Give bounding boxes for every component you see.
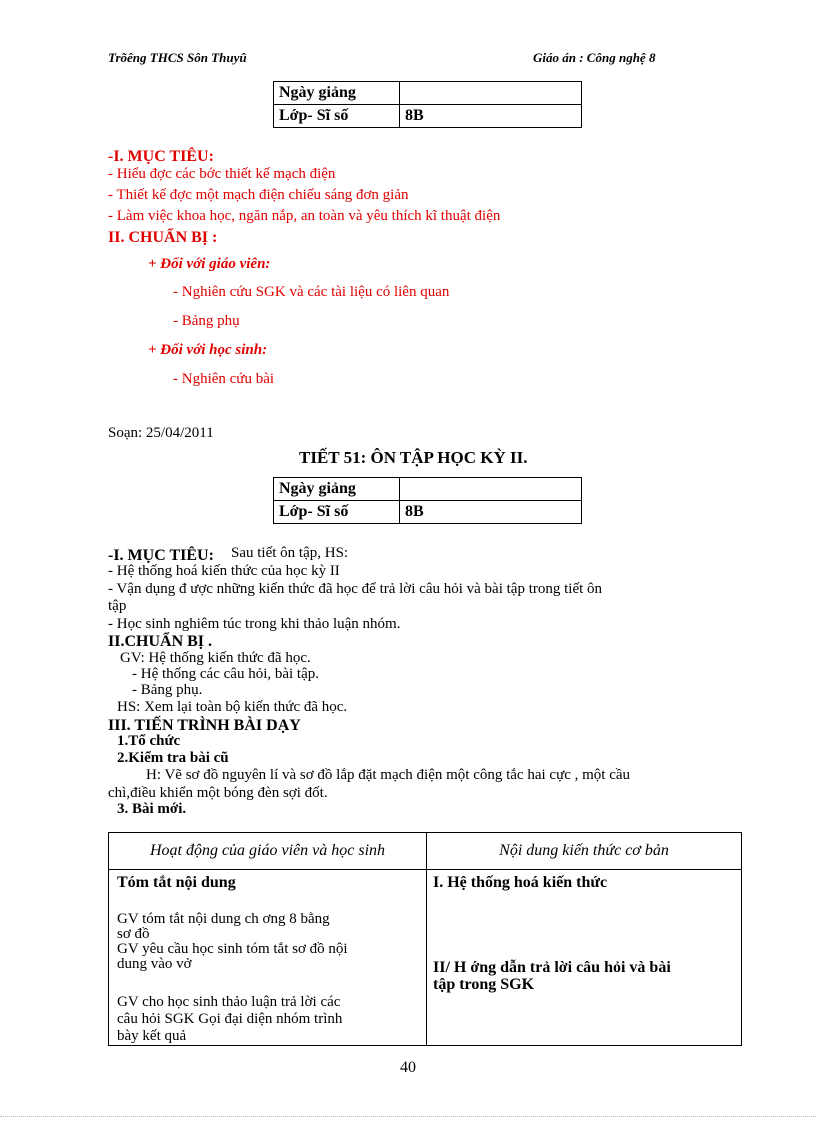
lesson-table-right-cell [427,870,742,1046]
student-item: - Nghiên cứu bài [173,371,275,387]
guide-line: tập trong SGK [433,976,535,993]
summary-line: GV tóm tắt nội dung ch ơng 8 bằng [117,911,330,927]
objective-line: tập [108,598,127,614]
step-new-lesson: 3. Bài mới. [117,801,187,817]
info-label-date: Ngày giảng [274,82,400,105]
discussion-line: bày kết quả [117,1028,187,1044]
info-table-2 [273,477,582,524]
discussion-line: GV cho học sinh thảo luận trả lời các [117,994,341,1010]
lesson-title: TIẾT 51: ÔN TẬP HỌC KỲ II. [299,448,528,467]
prep-line: GV: Hệ thống kiến thức đã học. [120,650,311,666]
section1-heading: -I. MỤC TIÊU: [108,148,214,165]
lesson-table-left-cell [109,870,427,1046]
section2-heading-tail: Sau tiết ôn tập, HS: [231,545,349,561]
info-label-date: Ngày giảng [274,478,400,501]
section2-heading: -I. MỤC TIÊU: [108,547,214,564]
teacher-label: + Đối với giáo viên: [148,256,271,272]
summary-line: dung vào vở [117,956,192,972]
objective-line: - Vận dụng đ ược những kiến thức đã học để trả lời câu hỏi và bài tập trong tiết ôn [108,581,603,597]
section2-heading2: II.CHUẨN BỊ . [108,633,213,650]
info-table-1 [273,81,582,128]
objective-line: - Học sinh nghiêm túc trong khi thảo luận nhóm. [108,616,401,632]
prep-line: HS: Xem lại toàn bộ kiến thức đã học. [117,699,348,715]
teacher-item: - Bảng phụ [173,313,240,329]
lesson-table-head-right: Nội dung kiến thức cơ bản [427,833,742,870]
lesson-table-head-left: Hoạt động của giáo viên và học sinh [109,833,427,870]
info-value-date [400,478,582,501]
step-check-old: 2.Kiểm tra bài cũ [117,750,229,766]
info-label-class: Lớp- Sĩ số [274,105,400,128]
student-label: + Đối với học sinh: [148,342,268,358]
section2-heading3: III. TIẾN TRÌNH BÀI DẠY [108,717,301,734]
question-line: H: Vẽ sơ đồ nguyên lí và sơ đồ lắp đặt mạch điện một công tắc hai cực , một cầu [146,767,631,783]
discussion-line: câu hỏi SGK Gọi đại diện nhóm trình [117,1011,343,1027]
lesson-table [108,832,742,1046]
section1-line: - Làm việc khoa học, ngăn nắp, an toàn và yêu thích kĩ thuật điện [108,208,501,224]
info-value-class: 8B [400,501,582,524]
info-value-date [400,82,582,105]
info-label-class: Lớp- Sĩ số [274,501,400,524]
summary-line: sơ đồ [117,926,150,942]
teacher-item: - Nghiên cứu SGK và các tài liệu có liên quan [173,284,450,300]
objective-line: - Hệ thống hoá kiến thức của học kỳ II [108,563,340,579]
prepared-date: Soạn: 25/04/2011 [108,425,214,441]
summary-line: GV yêu cầu học sinh tóm tắt sơ đồ nội [117,941,348,957]
prep-line: - Bảng phụ. [132,682,203,698]
summary-title: Tóm tắt nội dung [117,874,236,891]
header-right: Giáo án : Công nghệ 8 [533,50,656,65]
info-value-class: 8B [400,105,582,128]
page-divider [0,1116,816,1117]
header-left: Trõêng THCS Sôn Thuyû [108,50,247,65]
knowledge-title: I. Hệ thống hoá kiến thức [433,874,608,891]
step-organize: 1.Tổ chức [117,733,181,749]
section1-line: - Hiểu đợc các bớc thiết kế mạch điện [108,166,336,182]
guide-line: II/ H ớng dẫn trả lời câu hỏi và bài [433,959,671,976]
section1-line: - Thiết kế đợc một mạch điện chiếu sáng đơn giản [108,187,409,203]
prep-line: - Hệ thống các câu hỏi, bài tập. [132,666,320,682]
question-line: chì,điều khiển một bóng đèn sợi đốt. [108,785,328,801]
page-number: 40 [400,1059,416,1076]
section1-heading2: II. CHUẨN BỊ : [108,229,218,246]
